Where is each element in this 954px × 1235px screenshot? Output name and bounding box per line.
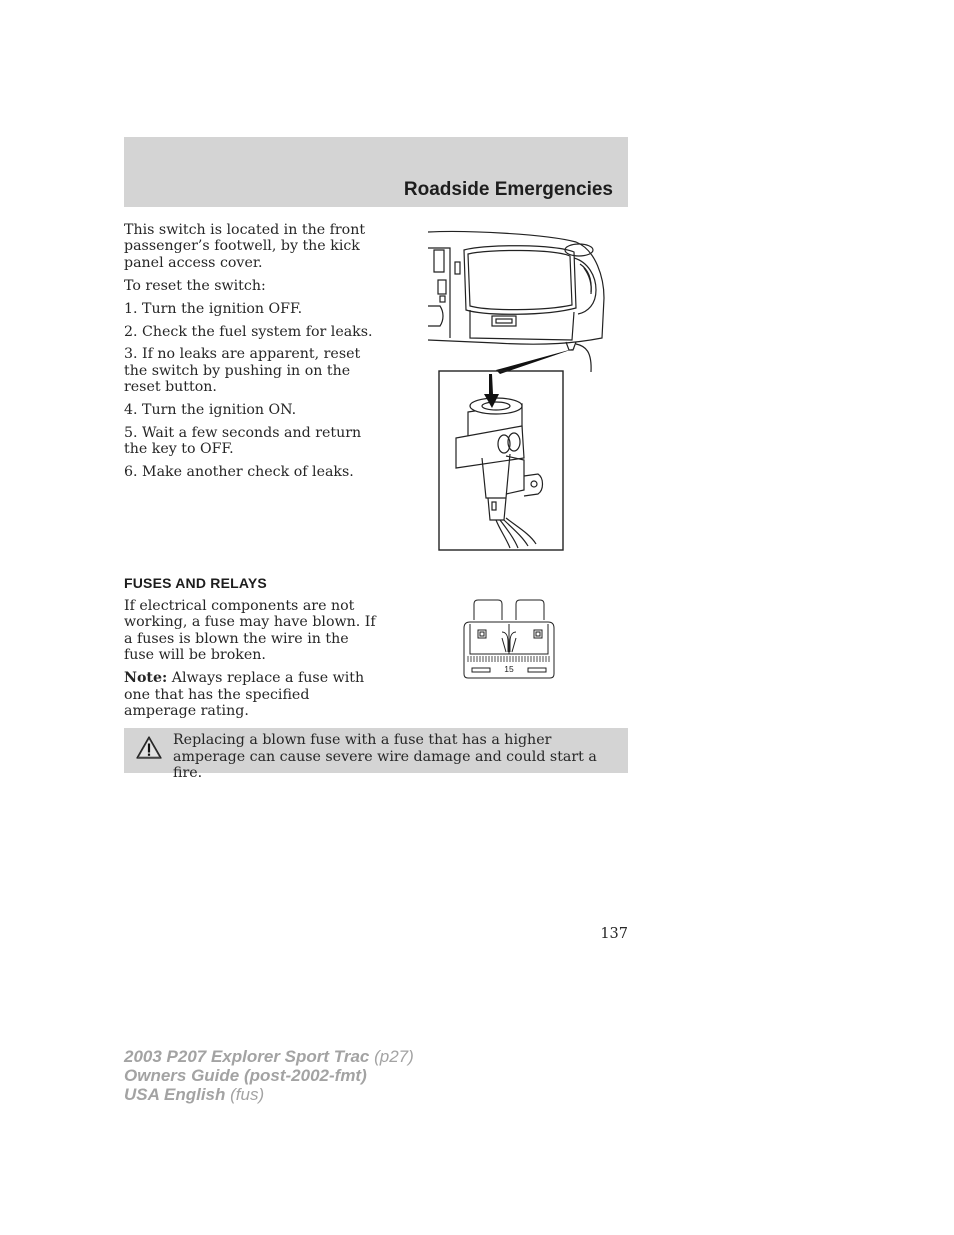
fuses-text bbox=[124, 598, 380, 726]
inertia-switch-illustration bbox=[426, 228, 606, 553]
page-number: 137 bbox=[600, 926, 628, 942]
reset-instructions bbox=[124, 222, 380, 487]
warning-triangle-icon bbox=[136, 735, 162, 761]
reset-step: 4. Turn the ignition ON. bbox=[124, 402, 297, 419]
warning-text: Replacing a blown fuse with a fuse that has a higher amperage can cause severe wire damage and could start a fire. bbox=[173, 732, 597, 782]
footer-language: USA English bbox=[124, 1085, 226, 1104]
section-heading-fuses: FUSES AND RELAYS bbox=[124, 575, 267, 591]
fuses-paragraph: If electrical components are not working, a fuse may have blown. If a fuses is blown the wire in the fuse will be broken. bbox=[124, 598, 376, 664]
note-paragraph bbox=[124, 670, 380, 719]
reset-step: 2. Check the fuel system for leaks. bbox=[124, 323, 373, 340]
warning-box bbox=[124, 728, 628, 782]
reset-step: 1. Turn the ignition OFF. bbox=[124, 300, 303, 317]
note-label: Note: bbox=[124, 670, 168, 687]
reset-step: 6. Make another check of leaks. bbox=[124, 464, 354, 481]
section-title: Roadside Emergencies bbox=[403, 179, 613, 200]
reset-step: 5. Wait a few seconds and return the key to OFF. bbox=[124, 425, 362, 458]
footer-guide: Owners Guide (post-2002-fmt) bbox=[124, 1066, 367, 1085]
reset-intro-text: To reset the switch: bbox=[124, 277, 266, 294]
switch-location-text: This switch is located in the front passenger’s footwell, by the kick panel access cover. bbox=[124, 222, 366, 271]
fuse-illustration bbox=[462, 598, 556, 680]
section-header bbox=[124, 137, 628, 207]
footer-model: 2003 P207 Explorer Sport Trac bbox=[124, 1047, 370, 1066]
footer-language-code: (fus) bbox=[225, 1085, 265, 1104]
fuse-rating-label: 15 bbox=[504, 664, 514, 674]
reset-step: 3. If no leaks are apparent, reset the switch by pushing in on the reset button. bbox=[124, 346, 361, 396]
footer-model-code: (p27) bbox=[369, 1047, 414, 1066]
note-text: Always replace a fuse with one that has the specified amperage rating. bbox=[124, 670, 365, 719]
document-footer bbox=[124, 1047, 414, 1104]
